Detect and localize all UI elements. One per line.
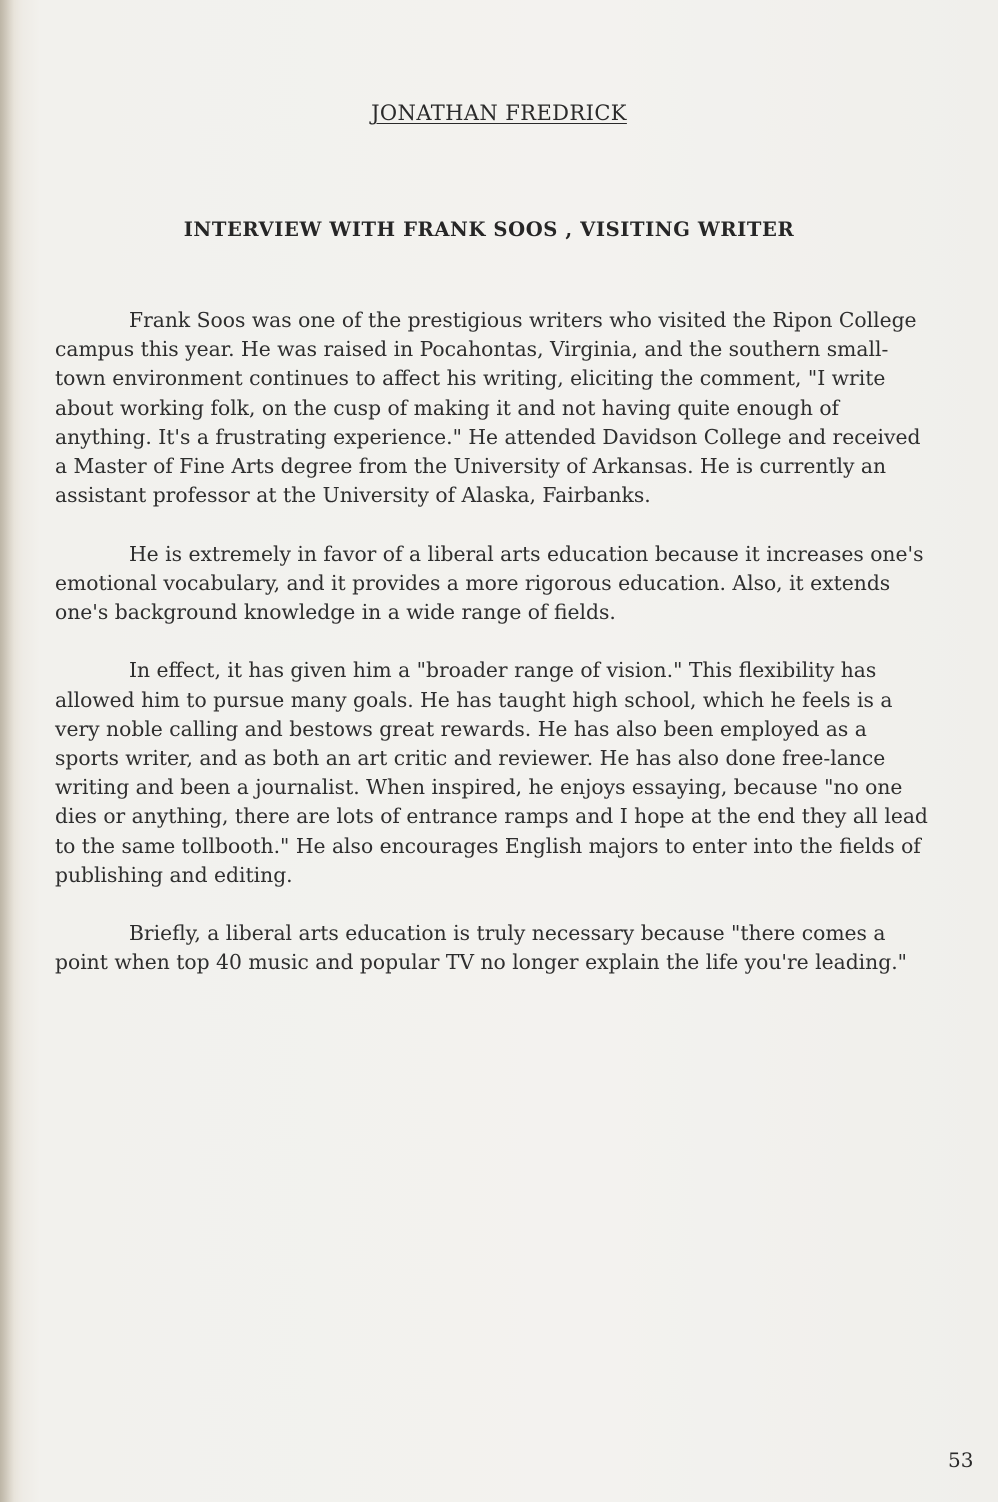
author-name: JONATHAN FREDRICK — [371, 101, 627, 125]
paragraph: Frank Soos was one of the prestigious writers who visited the Ripon College campus this year. He was raised in Pocahontas, Virginia, and the southern small-town environment continues to affect his writing, eliciting the comment, "I write about working folk, on the cusp of making it and not having quite enough of anything. It's a frustrating experience." He attended Davidson College and received a Master of Fine Arts degree from the University of Arkansas. He is currently an assistant professor at the University of Alaska, Fairbanks. — [55, 308, 921, 508]
paragraph: In effect, it has given him a "broader range of vision." This flexibility has allowed him to pursue many goals. He has taught high school, which he feels is a very noble calling and bestows great rewards. He has also been employed as a sports writer, and as both an art critic and reviewer. He has also done free-lance writing and been a journalist. When inspired, he enjoys essaying, because "no one dies or anything, there are lots of entrance ramps and I hope at the end they all lead to the same tollbooth." He also encourages English majors to enter into the fields of publishing and editing. — [55, 658, 928, 887]
article-body — [55, 306, 935, 1007]
paragraph: He is extremely in favor of a liberal arts education because it increases one's emotional vocabulary, and it provides a more rigorous education. Also, it extends one's background knowledge in a wide range of fields. — [55, 541, 924, 625]
paragraph: Briefly, a liberal arts education is truly necessary because "there comes a point when top 40 music and popular TV no longer explain the life you're leading." — [55, 921, 907, 975]
article-title: INTERVIEW WITH FRANK SOOS , VISITING WRITER — [183, 218, 795, 241]
page-number: 53 — [948, 1448, 974, 1472]
